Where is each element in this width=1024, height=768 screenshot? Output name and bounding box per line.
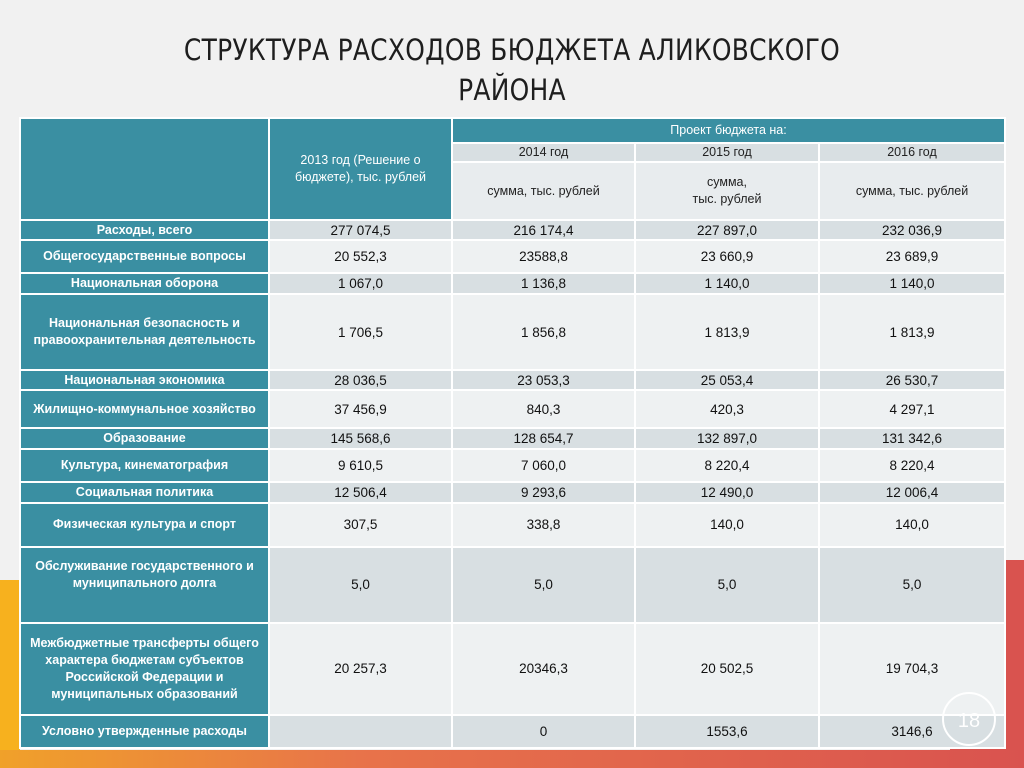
cell-2016: 26 530,7 — [819, 370, 1005, 390]
cell-2016: 23 689,9 — [819, 240, 1005, 273]
row-label: Межбюджетные трансферты общего характера бюджетам субъектов Российской Федерации и муниципальных образований — [20, 623, 269, 715]
cell-2013: 12 506,4 — [269, 482, 452, 503]
cell-2013: 307,5 — [269, 503, 452, 547]
table-row — [20, 503, 1005, 547]
cell-2013: 1 706,5 — [269, 294, 452, 370]
row-label: Физическая культура и спорт — [20, 503, 269, 547]
budget-table — [19, 117, 1006, 749]
cell-2014: 128 654,7 — [452, 428, 635, 449]
cell-2014: 1 856,8 — [452, 294, 635, 370]
header-corner-cell — [20, 118, 269, 220]
cell-2015: 1 140,0 — [635, 273, 819, 294]
cell-2016: 1 813,9 — [819, 294, 1005, 370]
cell-2013 — [269, 715, 452, 748]
cell-2015: 140,0 — [635, 503, 819, 547]
cell-2013: 145 568,6 — [269, 428, 452, 449]
header-project: Проект бюджета на: — [452, 118, 1005, 143]
table-row — [20, 240, 1005, 273]
page-number-badge: 18 — [942, 692, 996, 746]
row-label: Условно утвержденные расходы — [20, 715, 269, 748]
row-label: Жилищно-коммунальное хозяйство — [20, 390, 269, 428]
cell-2013: 1 067,0 — [269, 273, 452, 294]
row-label: Образование — [20, 428, 269, 449]
header-unit-2016: сумма, тыс. рублей — [819, 162, 1005, 220]
row-label: Национальная оборона — [20, 273, 269, 294]
row-label: Национальная безопасность и правоохранительная деятельность — [20, 294, 269, 370]
cell-2016: 140,0 — [819, 503, 1005, 547]
table-row — [20, 370, 1005, 390]
cell-2013: 37 456,9 — [269, 390, 452, 428]
table-row — [20, 449, 1005, 481]
cell-2016: 1 140,0 — [819, 273, 1005, 294]
table-row — [20, 623, 1005, 715]
row-label: Общегосударственные вопросы — [20, 240, 269, 273]
cell-2014: 23588,8 — [452, 240, 635, 273]
table-row — [20, 482, 1005, 503]
cell-2014: 840,3 — [452, 390, 635, 428]
table-row — [20, 428, 1005, 449]
cell-2015: 20 502,5 — [635, 623, 819, 715]
cell-2016: 3146,6 — [819, 715, 1005, 748]
cell-2015: 420,3 — [635, 390, 819, 428]
decor-yellow-bar — [0, 580, 20, 768]
cell-2015: 227 897,0 — [635, 220, 819, 240]
cell-2013: 9 610,5 — [269, 449, 452, 481]
header-year-2016: 2016 год — [819, 143, 1005, 162]
cell-2015: 25 053,4 — [635, 370, 819, 390]
cell-2014: 9 293,6 — [452, 482, 635, 503]
table-row — [20, 715, 1005, 748]
cell-2015: 8 220,4 — [635, 449, 819, 481]
page-title-line-2: РАЙОНА — [458, 73, 566, 107]
cell-2014: 1 136,8 — [452, 273, 635, 294]
header-year-2015: 2015 год — [635, 143, 819, 162]
cell-2016: 4 297,1 — [819, 390, 1005, 428]
cell-2015: 1 813,9 — [635, 294, 819, 370]
cell-2016: 8 220,4 — [819, 449, 1005, 481]
cell-2015: 12 490,0 — [635, 482, 819, 503]
cell-2015: 23 660,9 — [635, 240, 819, 273]
cell-2013: 28 036,5 — [269, 370, 452, 390]
table-row — [20, 547, 1005, 623]
cell-2015: 5,0 — [635, 547, 819, 623]
decor-bottom-band — [0, 750, 1024, 768]
cell-2013: 20 257,3 — [269, 623, 452, 715]
row-label: Национальная экономика — [20, 370, 269, 390]
cell-2016: 232 036,9 — [819, 220, 1005, 240]
table-row — [20, 273, 1005, 294]
cell-2014: 23 053,3 — [452, 370, 635, 390]
cell-2014: 20346,3 — [452, 623, 635, 715]
table-row — [20, 294, 1005, 370]
page-title-line-1: СТРУКТУРА РАСХОДОВ БЮДЖЕТА АЛИКОВСКОГО — [183, 33, 841, 67]
cell-2014: 5,0 — [452, 547, 635, 623]
cell-2014: 338,8 — [452, 503, 635, 547]
cell-2014: 0 — [452, 715, 635, 748]
row-label: Культура, кинематография — [20, 449, 269, 481]
cell-2014: 216 174,4 — [452, 220, 635, 240]
row-label: Социальная политика — [20, 482, 269, 503]
header-2013: 2013 год (Решение о бюджете), тыс. рублей — [269, 118, 452, 220]
header-unit-2015: сумма, тыс. рублей — [635, 162, 819, 220]
cell-2015: 1553,6 — [635, 715, 819, 748]
cell-2013: 277 074,5 — [269, 220, 452, 240]
cell-2015: 132 897,0 — [635, 428, 819, 449]
header-unit-2014: сумма, тыс. рублей — [452, 162, 635, 220]
table-row — [20, 390, 1005, 428]
cell-2013: 20 552,3 — [269, 240, 452, 273]
cell-2016: 12 006,4 — [819, 482, 1005, 503]
row-label: Расходы, всего — [20, 220, 269, 240]
cell-2016: 5,0 — [819, 547, 1005, 623]
cell-2016: 19 704,3 — [819, 623, 1005, 715]
page-title — [72, 30, 953, 110]
cell-2013: 5,0 — [269, 547, 452, 623]
header-year-2014: 2014 год — [452, 143, 635, 162]
cell-2016: 131 342,6 — [819, 428, 1005, 449]
cell-2014: 7 060,0 — [452, 449, 635, 481]
row-label: Обслуживание государственного и муниципального долга — [20, 547, 269, 623]
table-row — [20, 220, 1005, 240]
